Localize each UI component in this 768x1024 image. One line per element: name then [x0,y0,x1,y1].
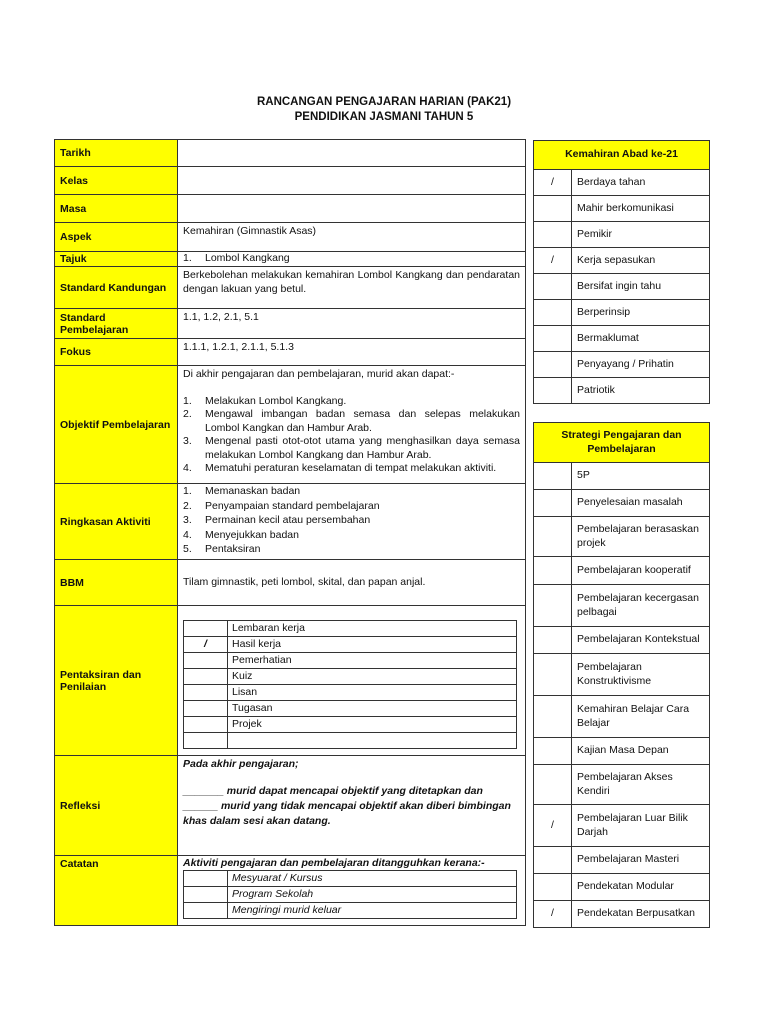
table-row[interactable]: Pendekatan Modular [534,874,710,901]
catatan-intro: Aktiviti pengajaran dan pembelajaran ditangguhkan kerana:- [183,857,485,869]
label-objektif: Objektif Pembelajaran [55,366,178,484]
abad21-header: Kemahiran Abad ke-21 [534,141,710,170]
value-tarikh[interactable] [178,140,526,167]
pentaksiran-checklist [183,620,517,749]
value-pentaksiran [178,606,526,756]
strategi-table [533,422,710,928]
list-item: 4. Mematuhi peraturan keselamatan di tempat melakukan aktiviti. [183,462,497,474]
table-row[interactable]: / Pendekatan Berpusatkan [534,901,710,928]
row-aspek [55,223,526,252]
objektif-list [183,395,520,476]
table-row[interactable]: Penyayang / Prihatin [534,352,710,378]
table-row[interactable]: / Berdaya tahan [534,170,710,196]
table-row[interactable]: Tugasan [184,701,517,717]
table-row[interactable]: 5P [534,463,710,490]
value-catatan [178,856,526,926]
ringkasan-list [183,484,520,557]
strategi-header: Strategi Pengajaran dan Pembelajaran [534,423,710,463]
list-item: 5. Pentaksiran [183,543,261,555]
table-row[interactable]: Penyelesaian masalah [534,490,710,517]
label-tarikh: Tarikh [55,140,178,167]
objektif-intro: Di akhir pengajaran dan pembelajaran, murid akan dapat:- [183,368,455,380]
value-ringkasan [178,484,526,560]
table-row[interactable]: Bermaklumat [534,326,710,352]
row-bbm [55,560,526,606]
row-objektif [55,366,526,484]
row-fokus [55,339,526,366]
value-refleksi [178,756,526,856]
table-row[interactable]: Mengiringi murid keluar [184,903,517,919]
row-ringkasan [55,484,526,560]
label-bbm: BBM [55,560,178,606]
label-catatan: Catatan [55,856,178,926]
list-item: 3. Mengenal pasti otot-otot utama yang menghasilkan daya semasa melakukan Lombol Kangkang dan Hambur Arab. [183,435,520,461]
refleksi-line1: Pada akhir pengajaran; [183,758,299,770]
table-row[interactable]: / Kerja sepasukan [534,248,710,274]
table-row[interactable]: Lembaran kerja [184,621,517,637]
table-row[interactable]: Pembelajaran kecergasan pelbagai [534,585,710,627]
value-aspek: Kemahiran (Gimnastik Asas) [178,223,526,252]
row-kelas [55,167,526,195]
list-item: 2. Penyampaian standard pembelajaran [183,499,380,512]
value-standard-kandungan: Berkebolehan melakukan kemahiran Lombol Kangkang dan pendaratan dengan lakuan yang betul. [178,267,526,309]
label-ringkasan: Ringkasan Aktiviti [55,484,178,560]
table-row[interactable]: Pemikir [534,222,710,248]
label-aspek: Aspek [55,223,178,252]
label-refleksi: Refleksi [55,756,178,856]
table-row[interactable] [184,733,517,749]
table-row[interactable]: Mesyuarat / Kursus [184,871,517,887]
table-row[interactable]: Pembelajaran Akses Kendiri [534,765,710,805]
table-row[interactable]: Kemahiran Belajar Cara Belajar [534,696,710,738]
value-bbm: Tilam gimnastik, peti lombol, skital, dan papan anjal. [178,560,526,606]
table-row[interactable]: Lisan [184,685,517,701]
value-tajuk [178,252,526,267]
label-kelas: Kelas [55,167,178,195]
row-tarikh [55,140,526,167]
table-row[interactable]: Projek [184,717,517,733]
list-item: 4. Menyejukkan badan [183,528,299,541]
row-standard-kandungan [55,267,526,309]
value-standard-pembelajaran: 1.1, 1.2, 2.1, 5.1 [178,309,526,339]
table-row[interactable]: Berperinsip [534,300,710,326]
value-masa[interactable] [178,195,526,223]
label-masa: Masa [55,195,178,223]
label-standard-pembelajaran: Standard Pembelajaran [55,309,178,339]
table-row[interactable]: Patriotik [534,378,710,404]
abad21-table [533,140,710,404]
value-kelas[interactable] [178,167,526,195]
document-title: RANCANGAN PENGAJARAN HARIAN (PAK21) [256,96,512,108]
row-pentaksiran [55,606,526,756]
list-item: 1. Melakukan Lombol Kangkang. [183,394,347,407]
table-row[interactable]: Pemerhatian [184,653,517,669]
value-objektif [178,366,526,484]
tajuk-text: Lombol Kangkang [205,252,290,264]
table-row[interactable]: Kajian Masa Depan [534,738,710,765]
label-tajuk: Tajuk [55,252,178,267]
tajuk-number: 1. [183,252,192,264]
table-row[interactable]: Pembelajaran Masteri [534,847,710,874]
table-row[interactable]: Program Sekolah [184,887,517,903]
document-subtitle: PENDIDIKAN JASMANI TAHUN 5 [294,111,474,123]
row-masa [55,195,526,223]
table-row[interactable]: Mahir berkomunikasi [534,196,710,222]
table-row[interactable]: Kuiz [184,669,517,685]
label-fokus: Fokus [55,339,178,366]
catatan-checklist [183,870,517,919]
label-standard-kandungan: Standard Kandungan [55,267,178,309]
value-fokus: 1.1.1, 1.2.1, 2.1.1, 5.1.3 [178,339,526,366]
row-catatan [55,856,526,926]
table-row[interactable]: Pembelajaran berasaskan projek [534,517,710,557]
table-row[interactable]: Pembelajaran Konstruktivisme [534,654,710,696]
refleksi-line2: _______ murid dapat mencapai objektif yang ditetapkan dan ______ murid yang tidak mencapai objektif akan diberi bimbingan khas dalam sesi akan datang. [183,784,511,827]
list-item: 2. Mengawal imbangan badan semasa dan selepas melakukan Lombol Kangkan dan Hambur Arab. [183,408,520,434]
list-item: 3. Permainan kecil atau persembahan [183,514,371,526]
row-refleksi [55,756,526,856]
lesson-plan-table [54,139,526,926]
table-row[interactable]: Pembelajaran Kontekstual [534,627,710,654]
table-row[interactable]: / Pembelajaran Luar Bilik Darjah [534,805,710,847]
label-pentaksiran: Pentaksiran dan Penilaian [55,606,178,756]
table-row[interactable]: / Hasil kerja [184,637,517,653]
row-standard-pembelajaran [55,309,526,339]
table-row[interactable]: Pembelajaran kooperatif [534,557,710,585]
table-row[interactable]: Bersifat ingin tahu [534,274,710,300]
row-tajuk [55,252,526,267]
list-item: 1. Memanaskan badan [183,485,301,497]
